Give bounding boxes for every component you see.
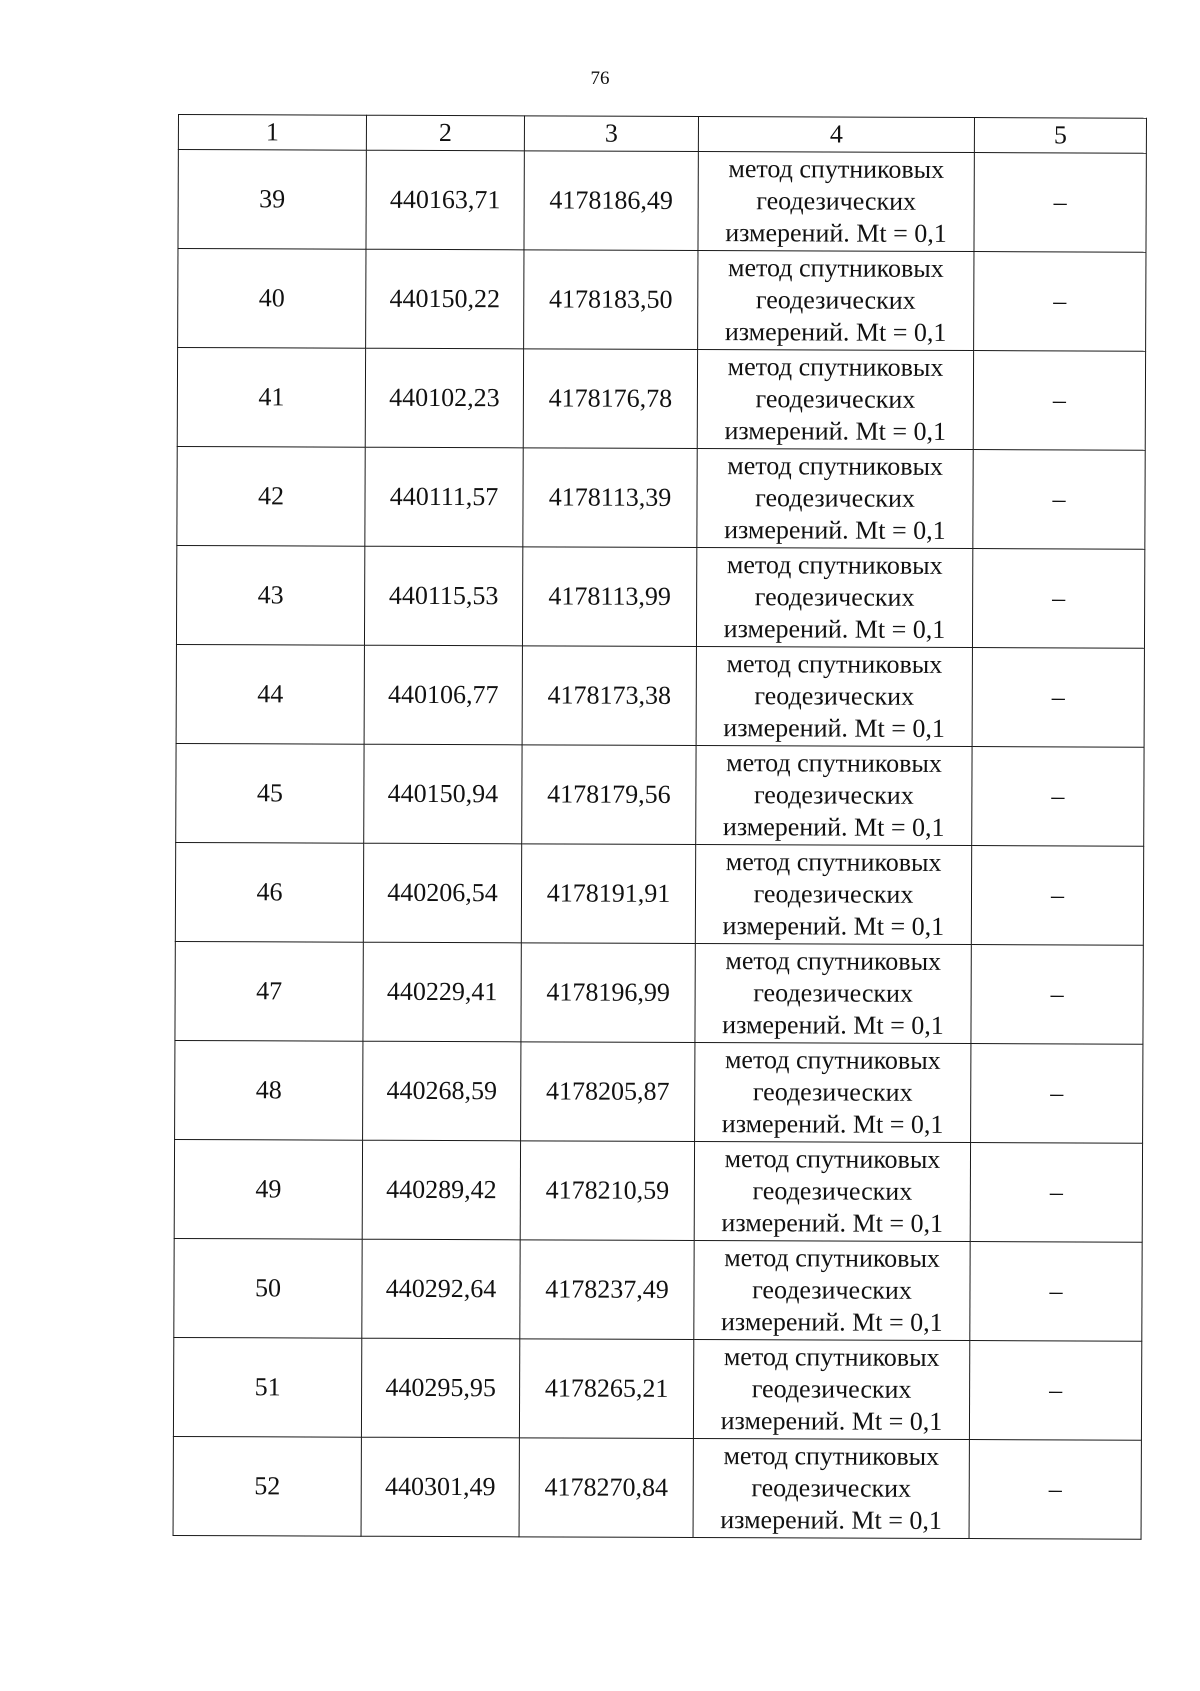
method-line-2: геодезических <box>751 1374 912 1404</box>
method-line-2: геодезических <box>754 681 915 711</box>
method-line-3: измерений. Mt = 0,1 <box>721 1208 944 1238</box>
method-cell <box>693 1339 969 1439</box>
table-row <box>177 446 1145 549</box>
y-coordinate-cell: 4178210,59 <box>520 1141 694 1241</box>
table-row <box>178 150 1146 253</box>
method-line-3: измерений. Mt = 0,1 <box>720 1307 943 1337</box>
x-coordinate-cell: 440295,95 <box>361 1338 519 1438</box>
method-cell <box>698 151 974 251</box>
table-body <box>173 150 1146 1540</box>
note-cell: – <box>972 648 1144 748</box>
x-coordinate-cell: 440163,71 <box>366 150 524 250</box>
method-line-1: метод спутниковых <box>728 154 945 184</box>
table-row <box>176 743 1144 846</box>
note-cell: – <box>972 549 1144 649</box>
table-row <box>175 941 1143 1044</box>
method-line-1: метод спутниковых <box>723 1441 940 1471</box>
table-row <box>175 842 1143 945</box>
note-cell: – <box>973 351 1145 451</box>
note-cell: – <box>974 153 1146 253</box>
method-cell <box>698 250 974 350</box>
method-cell <box>696 745 972 845</box>
x-coordinate-cell: 440150,94 <box>364 744 522 844</box>
table-row <box>176 545 1144 648</box>
y-coordinate-cell: 4178265,21 <box>519 1339 693 1439</box>
method-line-2: геодезических <box>751 1473 912 1503</box>
method-line-3: измерений. Mt = 0,1 <box>724 515 946 545</box>
method-line-3: измерений. Mt = 0,1 <box>723 713 945 743</box>
method-line-2: геодезических <box>754 582 915 612</box>
table-row <box>174 1238 1142 1341</box>
note-cell: – <box>970 1242 1142 1342</box>
table-row <box>175 1040 1143 1143</box>
point-number-cell: 45 <box>176 743 364 843</box>
header-col-3: 3 <box>524 116 698 152</box>
note-cell: – <box>970 1143 1142 1243</box>
note-cell: – <box>973 450 1145 550</box>
table-header <box>178 115 1146 154</box>
method-line-1: метод спутниковых <box>724 1045 941 1075</box>
method-line-3: измерений. Mt = 0,1 <box>720 1505 942 1535</box>
table-row <box>173 1436 1141 1539</box>
header-col-1: 1 <box>178 115 366 151</box>
note-cell: – <box>969 1341 1141 1441</box>
point-number-cell: 39 <box>178 150 366 250</box>
note-cell: – <box>971 1044 1143 1144</box>
y-coordinate-cell: 4178176,78 <box>523 349 697 449</box>
method-cell <box>693 1438 969 1538</box>
method-line-2: геодезических <box>755 483 915 513</box>
y-coordinate-cell: 4178205,87 <box>521 1042 695 1142</box>
point-number-cell: 51 <box>173 1337 361 1437</box>
method-cell <box>694 1240 970 1340</box>
point-number-cell: 44 <box>176 644 364 744</box>
point-number-cell: 50 <box>174 1238 362 1338</box>
method-cell <box>697 448 973 548</box>
method-line-1: метод спутниковых <box>727 253 944 283</box>
x-coordinate-cell: 440268,59 <box>363 1041 521 1141</box>
point-number-cell: 41 <box>177 348 365 448</box>
method-line-2: геодезических <box>756 186 917 216</box>
method-line-3: измерений. Mt = 0,1 <box>722 911 945 941</box>
coordinates-table <box>173 114 1147 1540</box>
point-number-cell: 40 <box>178 249 366 349</box>
note-cell: – <box>971 846 1143 946</box>
header-col-2: 2 <box>366 115 524 151</box>
point-number-cell: 49 <box>174 1139 362 1239</box>
y-coordinate-cell: 4178179,56 <box>522 745 696 845</box>
method-line-3: измерений. Mt = 0,1 <box>722 812 945 842</box>
y-coordinate-cell: 4178183,50 <box>524 250 698 350</box>
table-row <box>174 1139 1142 1242</box>
x-coordinate-cell: 440115,53 <box>364 546 522 646</box>
x-coordinate-cell: 440229,41 <box>363 942 521 1042</box>
method-cell <box>696 646 972 746</box>
y-coordinate-cell: 4178237,49 <box>520 1240 694 1340</box>
table-row <box>178 249 1146 352</box>
point-number-cell: 42 <box>177 446 365 546</box>
point-number-cell: 43 <box>176 545 364 645</box>
x-coordinate-cell: 440150,22 <box>366 249 524 349</box>
y-coordinate-cell: 4178196,99 <box>521 943 695 1043</box>
method-line-2: геодезических <box>752 1176 913 1206</box>
method-line-1: метод спутниковых <box>727 352 944 382</box>
point-number-cell: 48 <box>175 1040 363 1140</box>
point-number-cell: 47 <box>175 941 363 1041</box>
method-line-2: геодезических <box>752 1077 913 1107</box>
method-line-1: метод спутниковых <box>725 847 942 877</box>
method-line-1: метод спутниковых <box>724 1243 941 1273</box>
method-line-2: геодезических <box>752 1275 912 1305</box>
x-coordinate-cell: 440289,42 <box>362 1140 520 1240</box>
header-row <box>178 115 1146 154</box>
method-line-3: измерений. Mt = 0,1 <box>721 1109 944 1139</box>
method-line-1: метод спутниковых <box>727 451 944 481</box>
method-line-3: измерений. Mt = 0,1 <box>720 1406 943 1436</box>
method-line-1: метод спутниковых <box>724 1144 941 1174</box>
method-line-3: измерений. Mt = 0,1 <box>724 416 947 446</box>
y-coordinate-cell: 4178173,38 <box>522 646 696 746</box>
method-cell <box>695 943 971 1043</box>
page-number: 76 <box>590 68 610 89</box>
table-row <box>173 1337 1141 1440</box>
x-coordinate-cell: 440102,23 <box>365 348 523 448</box>
table-row <box>176 644 1144 747</box>
note-cell: – <box>974 252 1146 352</box>
x-coordinate-cell: 440292,64 <box>362 1239 520 1339</box>
x-coordinate-cell: 440206,54 <box>363 843 521 943</box>
point-number-cell: 46 <box>175 842 363 942</box>
method-line-1: метод спутниковых <box>726 748 942 778</box>
method-line-2: геодезических <box>753 780 914 810</box>
table-row <box>177 348 1145 451</box>
method-line-1: метод спутниковых <box>725 946 942 976</box>
header-col-5: 5 <box>974 118 1146 154</box>
method-line-3: измерений. Mt = 0,1 <box>724 317 947 347</box>
method-line-2: геодезических <box>755 384 916 414</box>
y-coordinate-cell: 4178186,49 <box>524 151 698 251</box>
method-line-2: геодезических <box>753 978 914 1008</box>
method-line-3: измерений. Mt = 0,1 <box>722 1010 944 1040</box>
header-col-4: 4 <box>698 116 974 152</box>
x-coordinate-cell: 440301,49 <box>361 1437 519 1537</box>
method-cell <box>697 349 973 449</box>
method-line-3: измерений. Mt = 0,1 <box>725 218 947 248</box>
method-cell <box>695 844 971 944</box>
method-cell <box>695 1042 971 1142</box>
method-line-3: измерений. Mt = 0,1 <box>723 614 946 644</box>
y-coordinate-cell: 4178191,91 <box>521 844 695 944</box>
x-coordinate-cell: 440111,57 <box>365 447 523 547</box>
y-coordinate-cell: 4178270,84 <box>519 1438 693 1538</box>
method-cell <box>694 1141 970 1241</box>
method-line-1: метод спутниковых <box>726 649 943 679</box>
method-line-2: геодезических <box>755 285 916 315</box>
method-cell <box>696 547 972 647</box>
note-cell: – <box>972 747 1144 847</box>
y-coordinate-cell: 4178113,39 <box>523 448 697 548</box>
y-coordinate-cell: 4178113,99 <box>522 547 696 647</box>
point-number-cell: 52 <box>173 1436 361 1536</box>
note-cell: – <box>971 945 1143 1045</box>
method-line-1: метод спутниковых <box>726 550 943 580</box>
method-line-2: геодезических <box>753 879 914 909</box>
x-coordinate-cell: 440106,77 <box>364 645 522 745</box>
note-cell: – <box>969 1440 1141 1540</box>
method-line-1: метод спутниковых <box>723 1342 940 1372</box>
